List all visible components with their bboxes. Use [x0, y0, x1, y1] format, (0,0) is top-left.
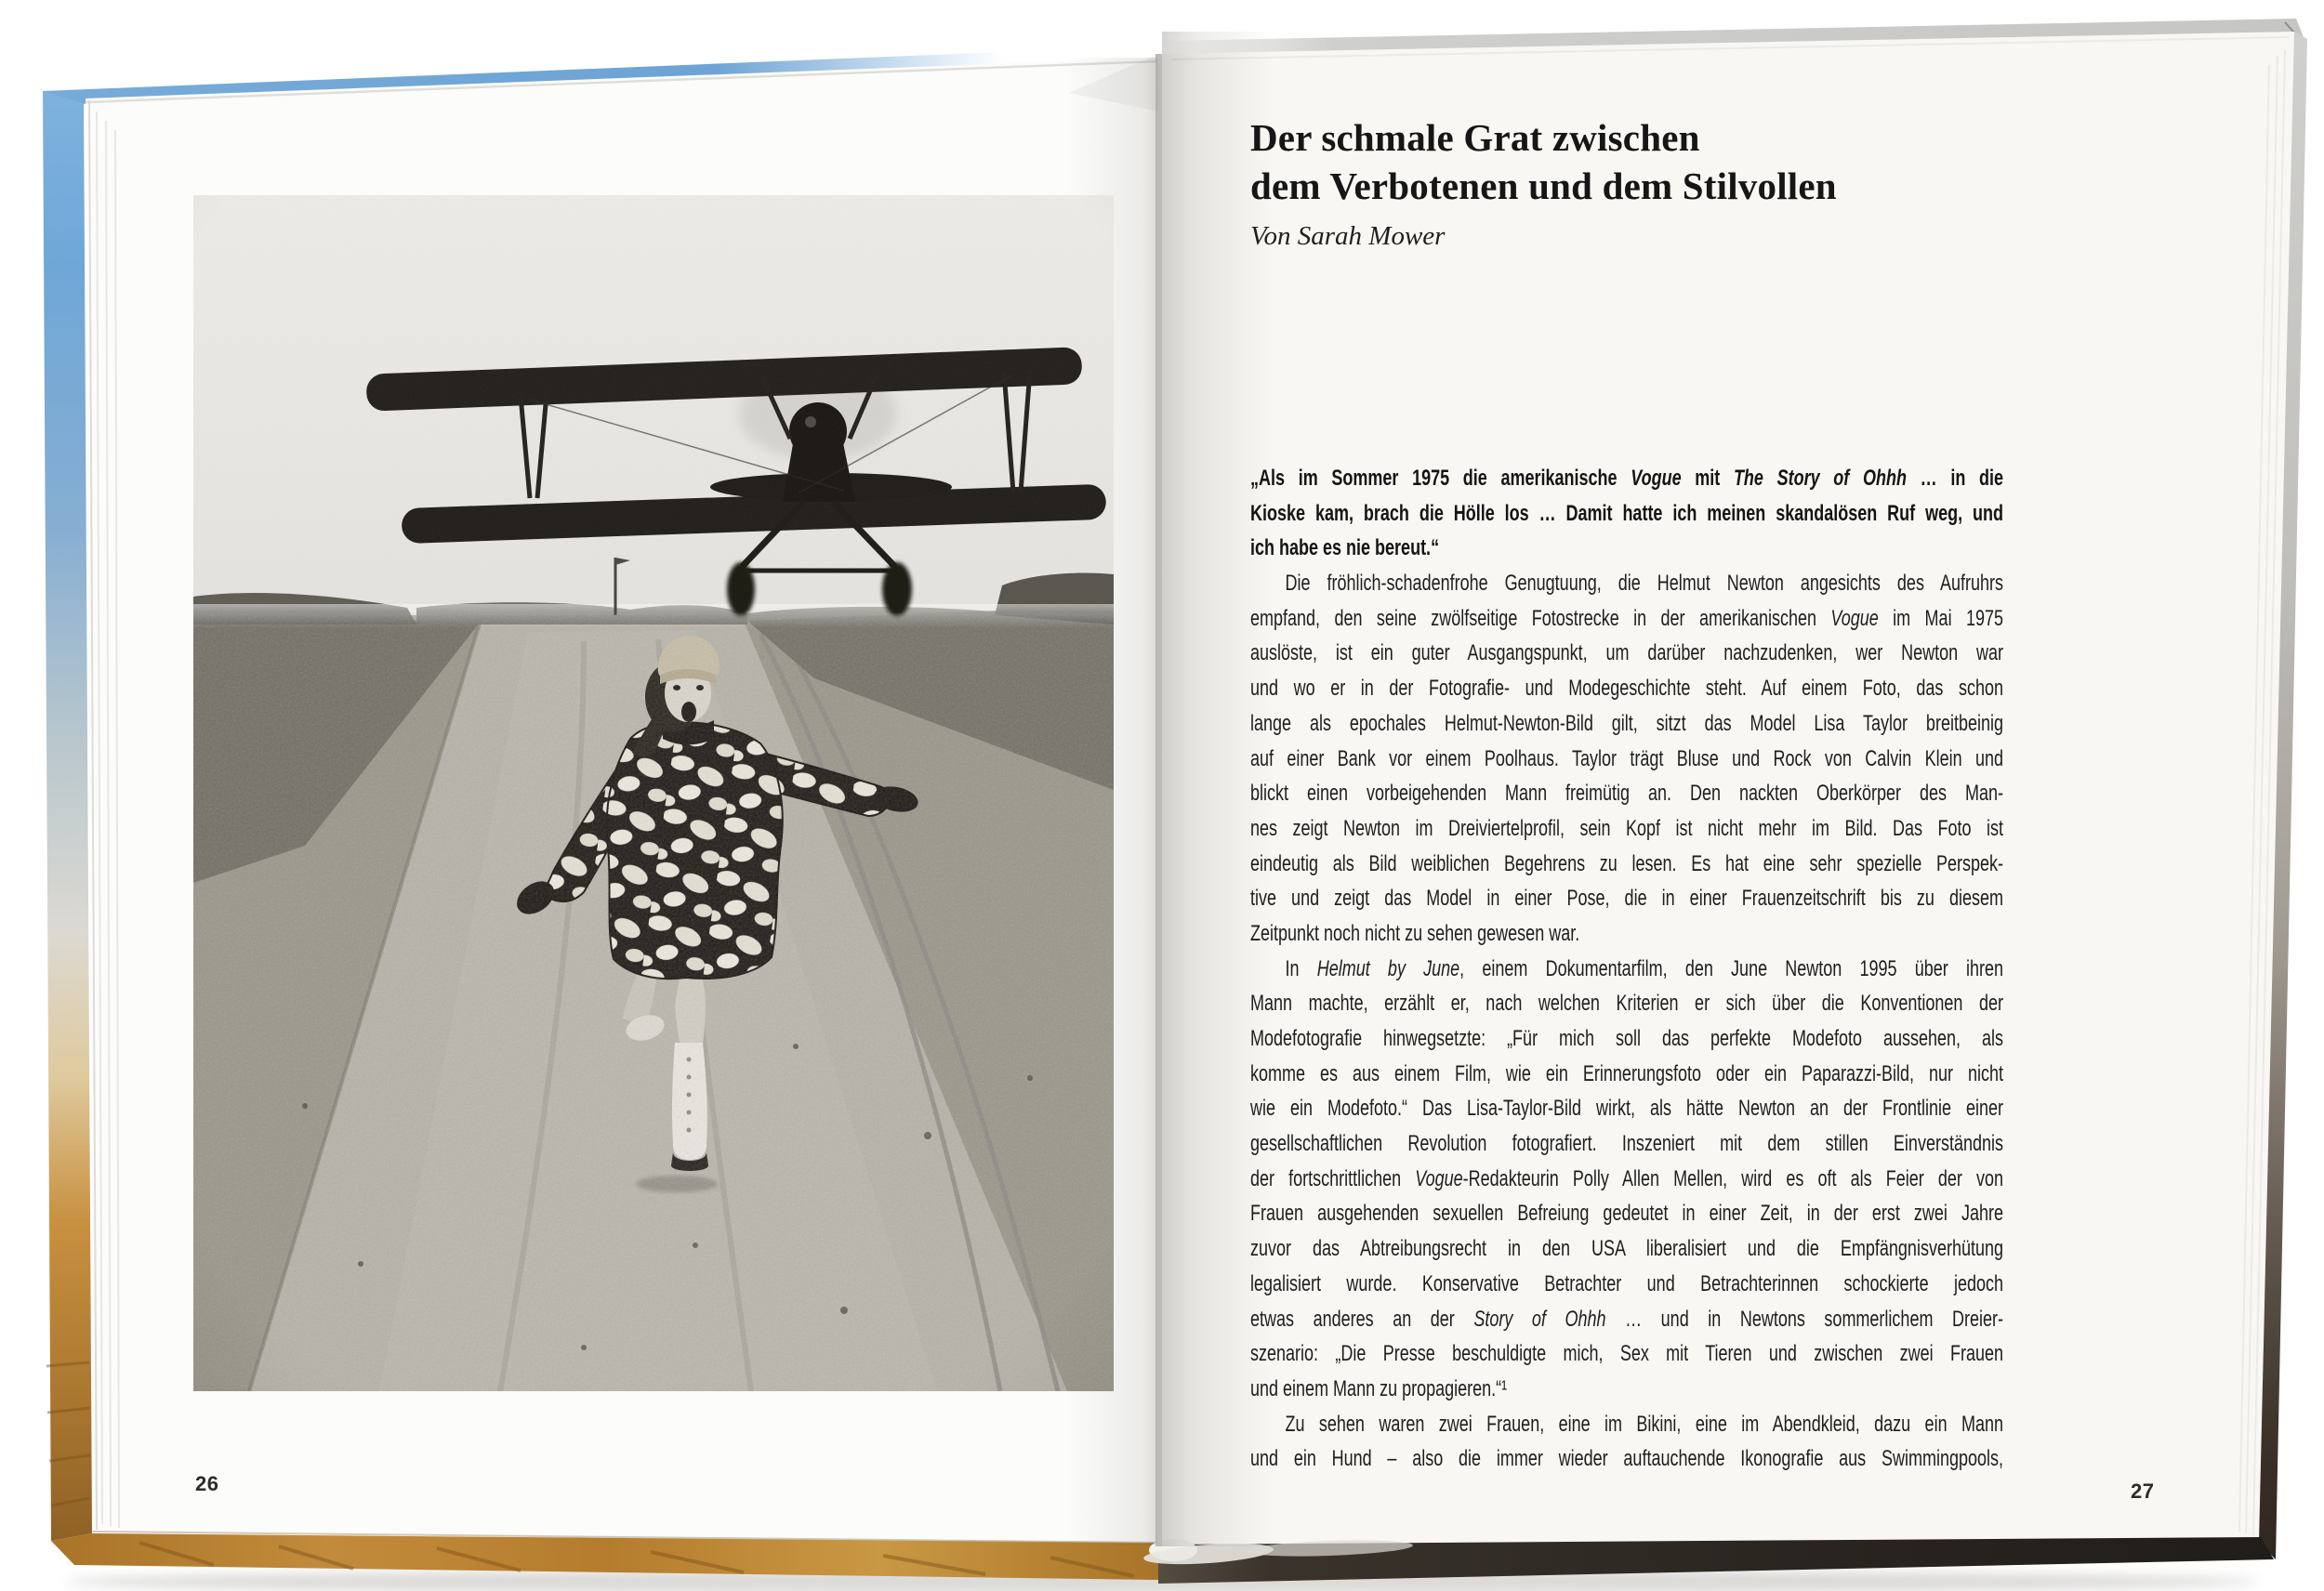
paragraph	[1250, 1407, 2003, 1477]
vignette	[193, 195, 1114, 1391]
byline: Von Sarah Mower	[1250, 221, 1446, 251]
text-line: lange als epochales Helmut-Newton-Bild gilt, sitzt das Model Lisa Taylor breitbeinig	[1250, 710, 2003, 736]
title-line-2: dem Verbotenen und dem Stilvollen	[1250, 164, 1837, 207]
paragraph	[1250, 952, 2003, 1407]
text-line: zuvor das Abtreibungsrecht in den USA liberalisiert und die Empfängnisverhütung	[1250, 1236, 2003, 1262]
text-line: legalisiert wurde. Konservative Betrachter und Betrachterinnen schockierte jedoch	[1250, 1270, 2003, 1296]
page-number-left: 26	[195, 1472, 219, 1495]
text-line: empfand, den seine zwölfseitige Fotostrecke in der amerikanischen Vogue im Mai 1975	[1250, 605, 2003, 631]
text-line: der fortschrittlichen Vogue-Redakteurin Polly Allen Mellen, wird es oft als Feier der von	[1250, 1165, 2003, 1191]
text-line: auf einer Bank vor einem Poolhaus. Taylor trägt Bluse und Rock von Calvin Klein und	[1250, 745, 2003, 771]
text-line: Zu sehen waren zwei Frauen, eine im Bikini, eine im Abendkleid, dazu ein Mann	[1285, 1411, 2003, 1437]
text-line: eindeutig als Bild weiblichen Begehrens zu lesen. Es hat eine sehr spezielle Perspek-	[1250, 850, 2003, 876]
text-line: „Als im Sommer 1975 die amerikanische Vogue mit The Story of Ohhh … in die	[1250, 466, 2003, 491]
text-line: und ein Hund – also die immer wieder auftauchende Ikonografie aus Swimmingpools,	[1250, 1446, 2003, 1472]
newton-runway-photograph	[193, 195, 1114, 1391]
title-line-1: Der schmale Grat zwischen	[1250, 116, 1700, 159]
text-line: nes zeigt Newton im Dreiviertelprofil, sein Kopf ist nicht mehr im Bild. Das Foto ist	[1250, 815, 2003, 841]
chapter-title	[1250, 113, 2050, 210]
text-line: Die fröhlich-schadenfrohe Genugtuung, die Helmut Newton angesichts des Aufruhrs	[1285, 571, 2003, 597]
paragraph	[1250, 566, 2003, 952]
body-text	[1250, 461, 2003, 1477]
text-line: und einem Mann zu propagieren.“¹	[1250, 1375, 1508, 1401]
text-line: Modefotografie hinwegsetzte: „Für mich soll das perfekte Modefoto aussehen, als	[1250, 1026, 2003, 1051]
text-line: gesellschaftlichen Revolution fotografiert. Inszeniert mit dem stillen Einverständnis	[1250, 1131, 2003, 1157]
text-line: auslöste, ist ein guter Ausgangspunkt, um darüber nachzudenken, wer Newton war	[1250, 640, 2003, 666]
front-cover-edge-left	[43, 91, 92, 1541]
gutter-crease	[1155, 54, 1162, 1546]
lead-quote-paragraph	[1250, 461, 2003, 566]
text-line: blickt einen vorbeigehenden Mann freimütig an. Den nackten Oberkörper des Man-	[1250, 781, 2003, 807]
text-line: und wo er in der Fotografie- und Modegeschichte steht. Auf einem Foto, das schon	[1250, 676, 2003, 702]
text-line: In Helmut by June, einem Dokumentarfilm, den June Newton 1995 über ihren	[1285, 955, 2004, 981]
text-line: wie ein Modefoto.“ Das Lisa-Taylor-Bild wirkt, als hätte Newton an der Frontlinie einer	[1250, 1096, 2003, 1122]
text-line: ich habe es nie bereut.“	[1250, 535, 1440, 561]
text-line: Mann machte, erzählt er, nach welchen Kriterien er sich über die Konventionen der	[1250, 991, 2003, 1017]
text-line: tive und zeigt das Model in einer Pose, die in einer Frauenzeitschrift bis zu diesem	[1250, 886, 2003, 912]
text-line: Zeitpunkt noch nicht zu sehen gewesen war.	[1250, 920, 1580, 946]
page-number-right: 27	[2131, 1479, 2155, 1503]
text-line: komme es aus einem Film, wie ein Erinnerungsfoto oder ein Paparazzi-Bild, nur nicht	[1250, 1060, 2003, 1086]
text-line: szenario: „Die Presse beschuldigte mich, Sex mit Tieren und zwischen zwei Frauen	[1250, 1341, 2003, 1367]
text-line: Kioske kam, brach die Hölle los … Damit hatte ich meinen skandalösen Ruf weg, und	[1250, 500, 2003, 526]
text-line: etwas anderes an der Story of Ohhh … und in Newtons sommerlichem Dreier-	[1250, 1306, 2004, 1332]
text-line: Frauen ausgehenden sexuellen Befreiung gedeutet in einer Zeit, in der erst zwei Jahre	[1250, 1201, 2003, 1227]
